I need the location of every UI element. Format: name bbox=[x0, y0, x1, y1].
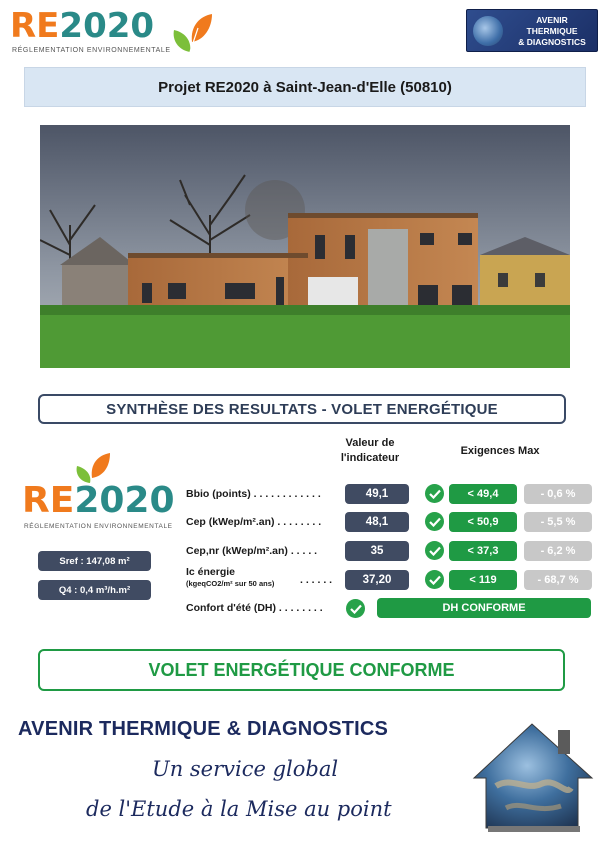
requirement-cep: < 50,9 bbox=[449, 512, 517, 532]
atd-logo-line2: THERMIQUE bbox=[526, 26, 578, 36]
requirement-cepnr: < 37,3 bbox=[449, 541, 517, 561]
column-header-indicator: Valeur de l'indicateur bbox=[340, 437, 400, 464]
gap-bbio: - 0,6 % bbox=[524, 484, 592, 504]
value-cep: 48,1 bbox=[345, 512, 409, 532]
atd-logo bbox=[466, 9, 598, 52]
row-label-bbio: Bbio (points) . . . . . . . . . . . . bbox=[186, 488, 321, 500]
row-dots-ic-energie: . . . . . . bbox=[300, 574, 333, 586]
value-bbio: 49,1 bbox=[345, 484, 409, 504]
row-label-cepnr: Cep,nr (kWep/m².an) . . . . . bbox=[186, 545, 318, 557]
logo-subtitle: RÉGLEMENTATION ENVIRONNEMENTALE bbox=[24, 523, 173, 530]
logo-re: RE bbox=[10, 6, 60, 46]
column-header-requirements: Exigences Max bbox=[460, 445, 540, 457]
value-cepnr: 35 bbox=[345, 541, 409, 561]
row-label-cep: Cep (kWep/m².an) . . . . . . . . bbox=[186, 516, 322, 528]
dh-status-badge: DH CONFORME bbox=[377, 598, 591, 618]
house-photo bbox=[40, 125, 570, 368]
requirement-bbio: < 49,4 bbox=[449, 484, 517, 504]
logo-year: 2020 bbox=[74, 480, 175, 521]
project-title: Projet RE2020 à Saint-Jean-d'Elle (50810) bbox=[24, 67, 586, 107]
leaf-icon bbox=[170, 12, 214, 54]
atd-logo-line3: & DIAGNOSTICS bbox=[518, 37, 586, 47]
gap-cepnr: - 6,2 % bbox=[524, 541, 592, 561]
atd-logo-line1: AVENIR bbox=[536, 15, 568, 25]
logo-year: 2020 bbox=[59, 6, 155, 46]
footer-tagline-1: Un service global bbox=[152, 757, 339, 781]
gap-cep: - 5,5 % bbox=[524, 512, 592, 532]
check-circle-icon bbox=[425, 512, 444, 531]
row-sublabel-ic-energie: (kgeqCO2/m² sur 50 ans) bbox=[186, 579, 275, 588]
house-globe-icon bbox=[466, 716, 600, 836]
row-label-confort: Confort d'été (DH) . . . . . . . . bbox=[186, 602, 323, 614]
logo-re: RE bbox=[22, 480, 75, 521]
sref-badge: Sref : 147,08 m² bbox=[38, 551, 151, 571]
logo-subtitle: RÉGLEMENTATION ENVIRONNEMENTALE bbox=[12, 47, 171, 54]
footer-company: AVENIR THERMIQUE & DIAGNOSTICS bbox=[18, 718, 389, 740]
q4-badge: Q4 : 0,4 m³/h.m² bbox=[38, 580, 151, 600]
check-circle-icon bbox=[425, 484, 444, 503]
gap-ic-energie: - 68,7 % bbox=[524, 570, 592, 590]
conclusion-banner: VOLET ENERGÉTIQUE CONFORME bbox=[38, 649, 565, 691]
globe-icon bbox=[473, 16, 503, 46]
row-label-ic-energie: Ic énergie (kgeqCO2/m² sur 50 ans) bbox=[186, 566, 275, 588]
check-circle-icon bbox=[346, 599, 365, 618]
value-ic-energie: 37,20 bbox=[345, 570, 409, 590]
re2020-logo bbox=[10, 8, 210, 60]
check-circle-icon bbox=[425, 570, 444, 589]
requirement-ic-energie: < 119 bbox=[449, 570, 517, 590]
footer-tagline-2: de l'Etude à la Mise au point bbox=[86, 797, 392, 821]
re2020-logo-large bbox=[22, 452, 174, 534]
section-title: SYNTHÈSE DES RESULTATS - VOLET ENERGÉTIQUE bbox=[38, 394, 566, 424]
check-circle-icon bbox=[425, 541, 444, 560]
